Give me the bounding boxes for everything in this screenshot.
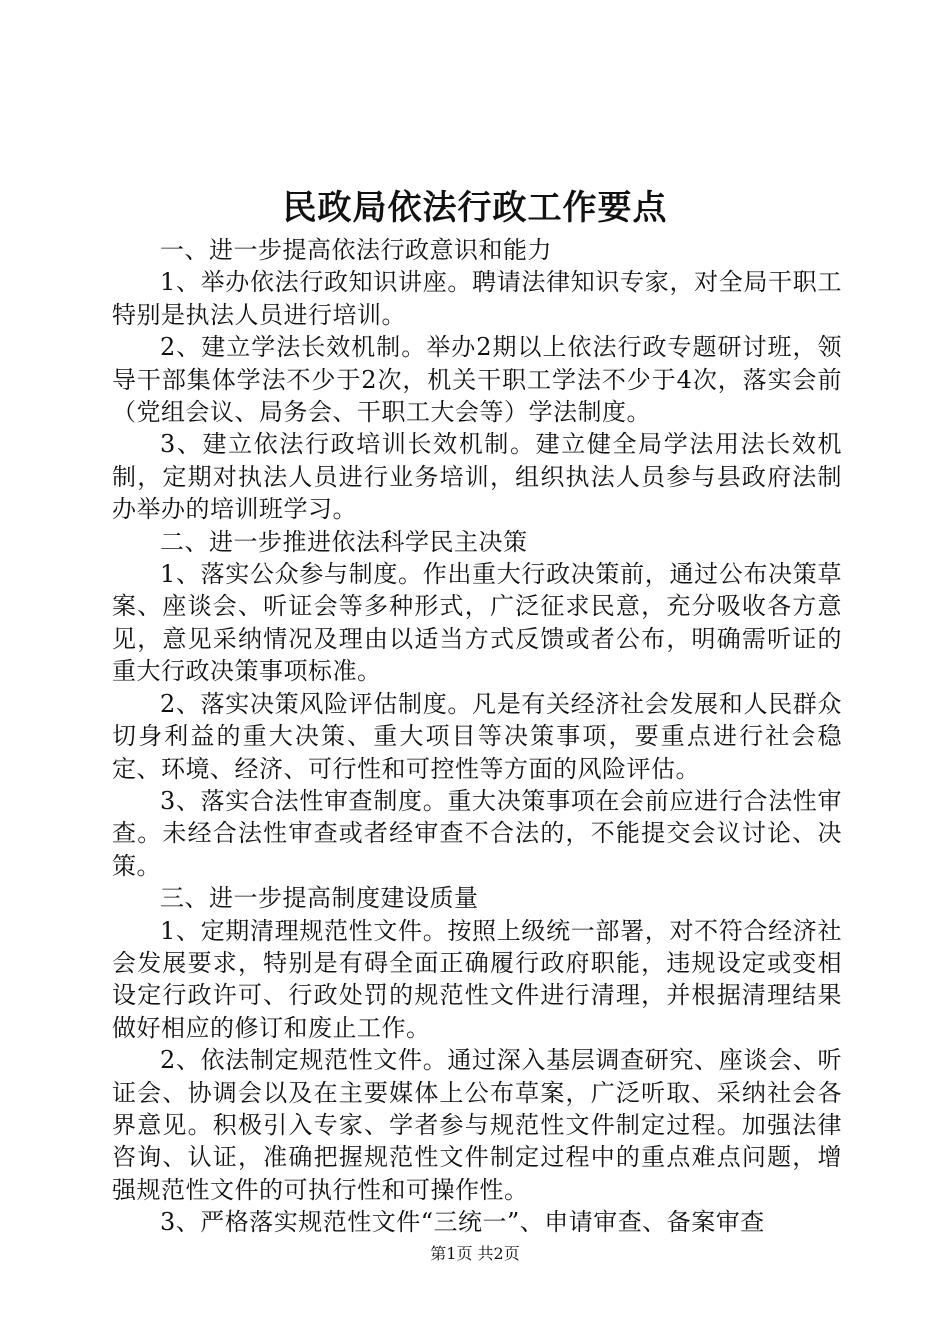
paragraph: 2、落实决策风险评估制度。凡是有关经济社会发展和人民群众切身利益的重大决策、重大项目等决策事项，要重点进行社会稳定、环境、经济、可行性和可控性等方面的风险评估。 [112, 689, 842, 783]
paragraph: 1、举办依法行政知识讲座。聘请法律知识专家，对全局干职工特别是执法人员进行培训。 [112, 268, 842, 329]
section-heading-2: 二、进一步推进依法科学民主决策 [160, 527, 528, 556]
paragraph: 3、严格落实规范性文件“三统一”、申请审查、备案审查 [160, 1208, 765, 1237]
paragraph: 1、定期清理规范性文件。按照上级统一部署，对不符合经济社会发展要求，特别是有碍全面正确履行政府职能，违规设定或变相设定行政许可、行政处罚的规范性文件进行清理，并根据清理结果做好相应的修订和废止工作。 [112, 916, 842, 1042]
document-body [112, 234, 842, 1239]
paragraph: 2、依法制定规范性文件。通过深入基层调查研究、座谈会、听证会、协调会以及在主要媒体上公布草案，广泛听取、采纳社会各界意见。积极引入专家、学者参与规范性文件制定过程。加强法律咨询、认证，准确把握规范性文件制定过程中的重点难点问题，增强规范性文件的可执行性和可操作性。 [112, 1046, 842, 1204]
paragraph: 2、建立学法长效机制。举办2期以上依法行政专题研讨班，领导干部集体学法不少于2次，机关干职工学法不少于4次，落实会前（党组会议、局务会、干职工大会等）学法制度。 [112, 333, 842, 427]
paragraph: 1、落实公众参与制度。作出重大行政决策前，通过公布决策草案、座谈会、听证会等多种形式，广泛征求民意，充分吸收各方意见，意见采纳情况及理由以适当方式反馈或者公布，明确需听证的重大行政决策事项标准。 [112, 560, 842, 686]
document-title: 民政局依法行政工作要点 [282, 188, 668, 228]
paragraph: 3、建立依法行政培训长效机制。建立健全局学法用法长效机制，定期对执法人员进行业务培训，组织执法人员参与县政府法制办举办的培训班学习。 [112, 430, 842, 524]
paragraph: 3、落实合法性审查制度。重大决策事项在会前应进行合法性审查。未经合法性审查或者经审查不合法的，不能提交会议讨论、决策。 [112, 786, 842, 880]
page-number-footer: 第1页 共2页 [430, 1244, 520, 1263]
section-heading-1: 一、进一步提高依法行政意识和能力 [160, 236, 552, 264]
section-heading-3: 三、进一步提高制度建设质量 [160, 884, 479, 913]
